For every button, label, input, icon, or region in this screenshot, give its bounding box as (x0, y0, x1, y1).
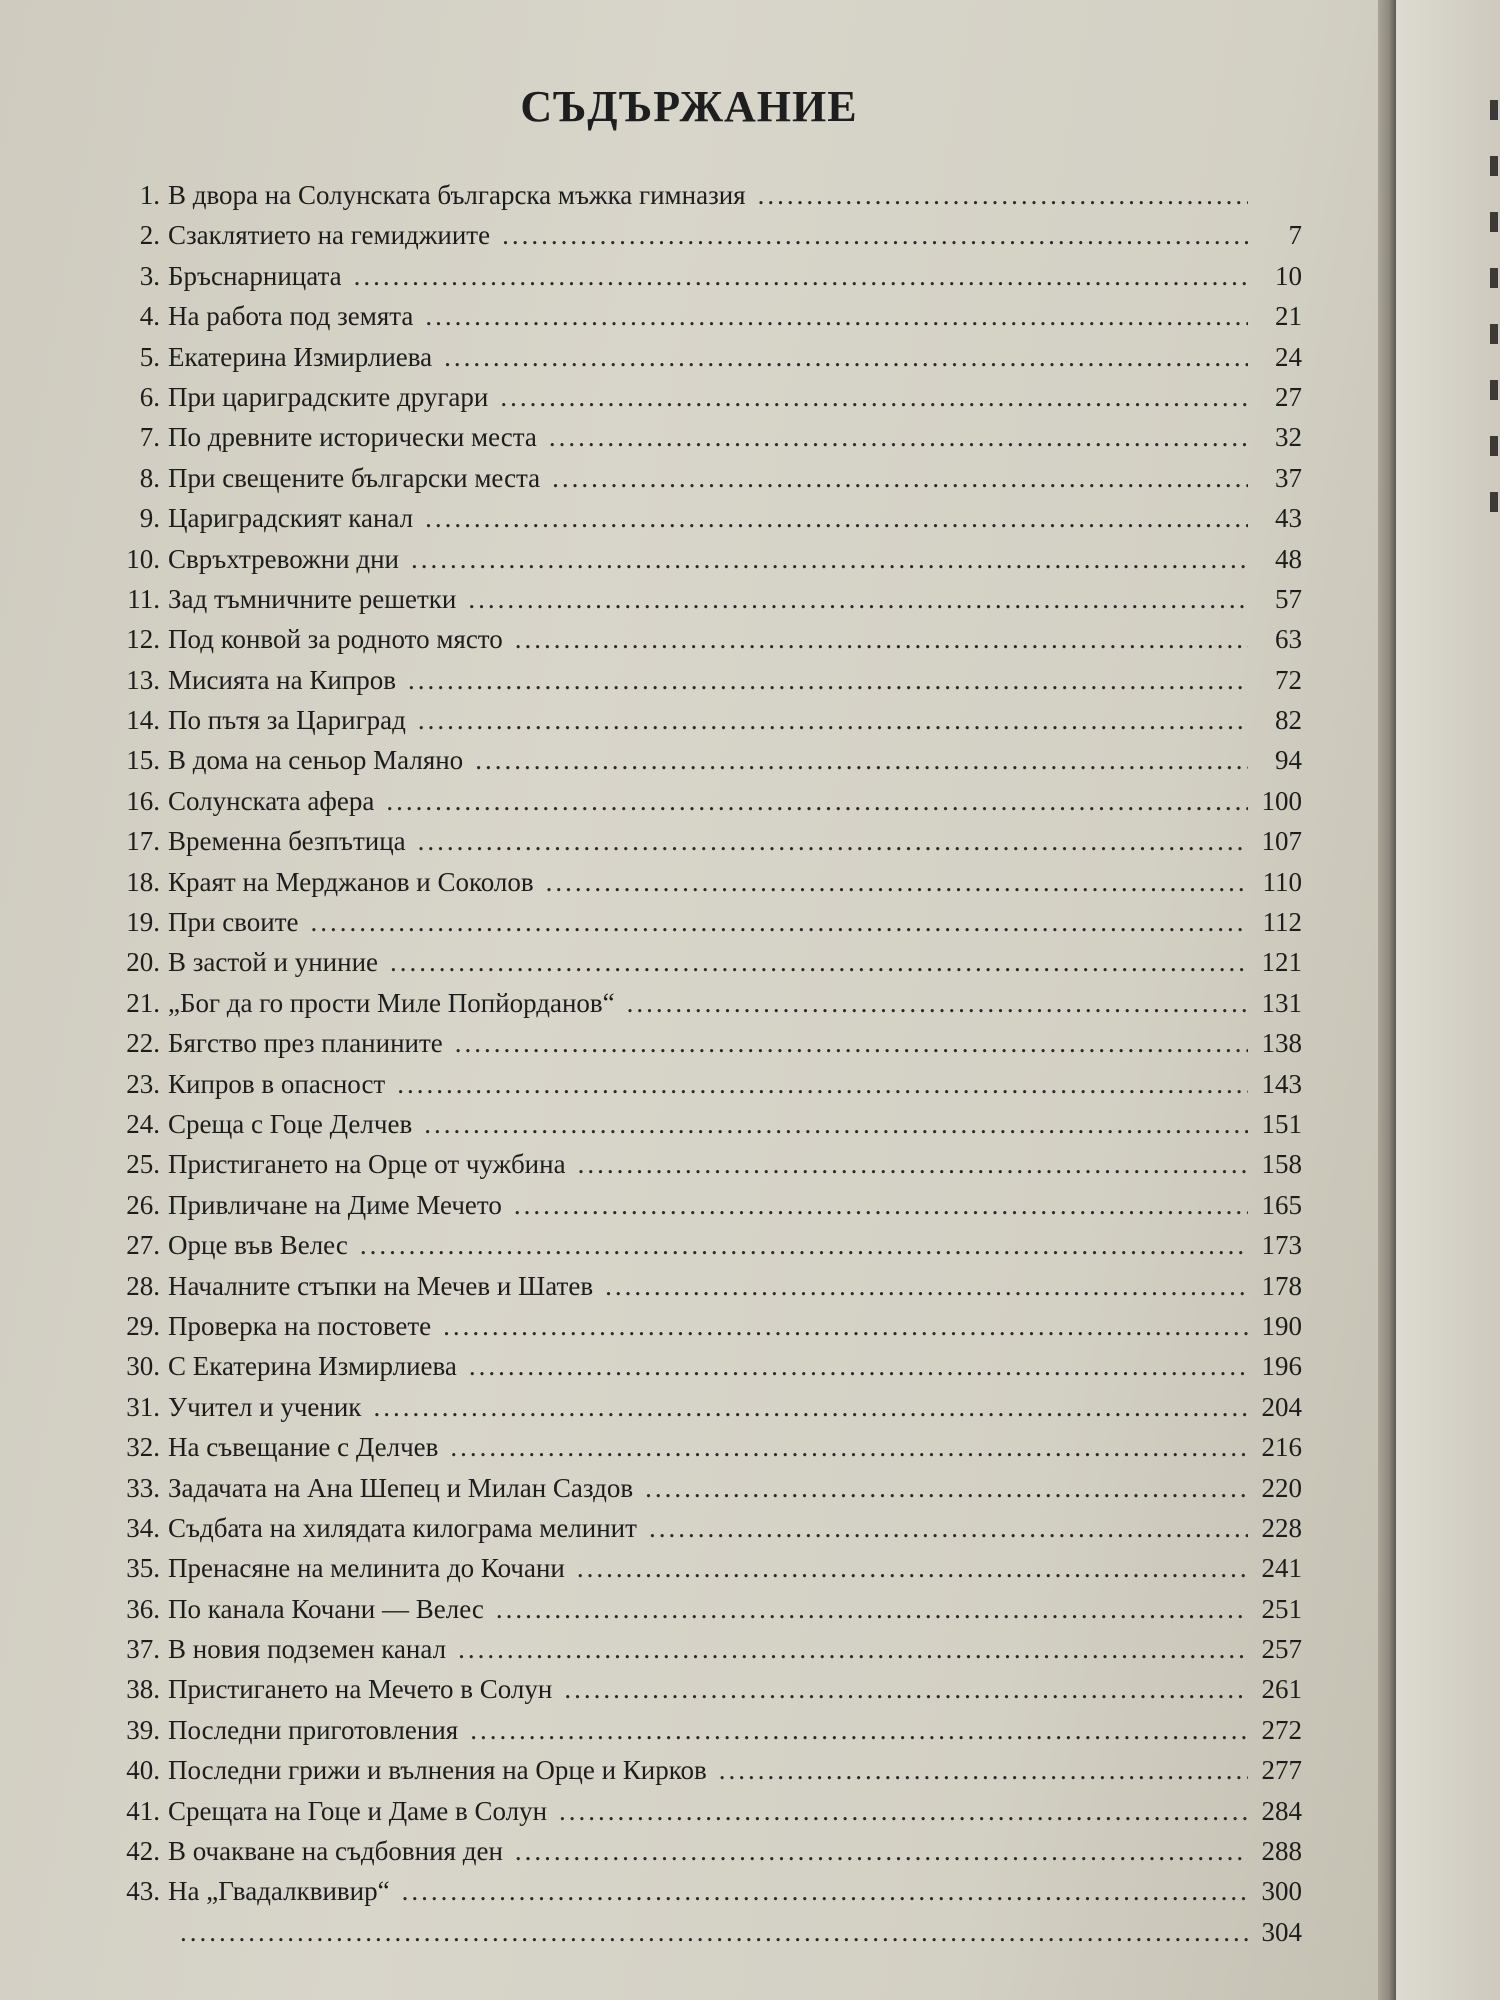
toc-entry-number: 12. (126, 624, 160, 655)
toc-leader-dots (443, 1311, 1248, 1342)
toc-entry-page-number: 10 (1275, 260, 1302, 291)
toc-entry-title: Пренасяне на мелинита до Кочани (168, 1553, 565, 1584)
toc-entry (122, 220, 1302, 260)
toc-entry (122, 584, 1302, 624)
toc-entry-page-number: 37 (1275, 462, 1302, 493)
toc-entry (122, 1473, 1302, 1513)
toc-entry-page-number: 216 (1261, 1432, 1302, 1463)
toc-entry-number: 42. (126, 1836, 160, 1867)
toc-entry-title: Бягство през планините (168, 1028, 443, 1059)
toc-entry-number: 31. (126, 1391, 160, 1422)
toc-entry-page-number: 43 (1275, 503, 1302, 534)
toc-entry-page-number: 196 (1261, 1351, 1302, 1382)
toc-entry-title: Учител и ученик (168, 1391, 362, 1422)
toc-entry-page-number: 112 (1262, 907, 1302, 938)
toc-leader-dots (425, 301, 1248, 332)
toc-entry (122, 1109, 1302, 1149)
toc-entry-page-number: 143 (1261, 1068, 1302, 1099)
toc-leader-dots (408, 665, 1248, 696)
toc-leader-dots (455, 1028, 1248, 1059)
toc-entry-number: 30. (126, 1351, 160, 1382)
toc-entry (122, 1755, 1302, 1795)
toc-leader-dots (386, 786, 1248, 817)
toc-leader-dots (552, 463, 1248, 494)
toc-entry (122, 1069, 1302, 1109)
toc-entry-page-number: 7 (1288, 220, 1302, 251)
toc-entry-number: 22. (126, 1028, 160, 1059)
toc-entry-number: 16. (126, 785, 160, 816)
toc-entry-title: Началните стъпки на Мечев и Шатев (168, 1270, 594, 1301)
toc-entry-number: 36. (126, 1593, 160, 1624)
toc-entry (122, 503, 1302, 543)
toc-entry (122, 1149, 1302, 1189)
toc-entry-title: В дома на сеньор Маляно (168, 745, 464, 776)
toc-entry-title: При свещените български места (168, 462, 541, 493)
toc-entry-title: На съвещание с Делчев (168, 1432, 439, 1463)
toc-entry (122, 1917, 1302, 1957)
toc-leader-dots (450, 1432, 1248, 1463)
toc-entry-number: 15. (126, 745, 160, 776)
toc-entry-number: 38. (126, 1674, 160, 1705)
toc-entry-title: По древните исторически места (168, 422, 537, 453)
toc-leader-dots (310, 907, 1248, 938)
toc-entry (122, 342, 1302, 382)
toc-entry (122, 907, 1302, 947)
toc-entry-page-number: 63 (1275, 624, 1302, 655)
toc-entry-number: 17. (126, 826, 160, 857)
toc-entry-title: „Бог да го прости Миле Попйорданов“ (168, 987, 615, 1018)
toc-entry-number: 8. (139, 462, 160, 493)
toc-leader-dots (424, 1109, 1248, 1140)
toc-leader-dots (559, 1796, 1248, 1827)
toc-entry-page-number: 110 (1262, 866, 1302, 897)
toc-entry-number: 37. (126, 1634, 160, 1665)
toc-entry-page-number: 257 (1261, 1634, 1302, 1665)
toc-leader-dots (470, 1715, 1248, 1746)
toc-leader-dots (719, 1755, 1248, 1786)
toc-leader-dots (458, 1634, 1248, 1665)
toc-entry-number: 11. (127, 583, 160, 614)
toc-entry-title: По пътя за Цариград (168, 705, 406, 736)
toc-entry-title: Сзаклятието на гемиджиите (168, 220, 491, 251)
toc-leader-dots (515, 1836, 1248, 1867)
toc-leader-dots (502, 220, 1248, 251)
toc-entry-title: Привличане на Диме Мечето (168, 1189, 502, 1220)
toc-entry-page-number: 204 (1261, 1391, 1302, 1422)
toc-entry-number: 18. (126, 866, 160, 897)
toc-leader-dots (402, 1876, 1248, 1907)
toc-entry-title: На работа под земята (168, 301, 414, 332)
toc-entry-page-number: 21 (1275, 301, 1302, 332)
toc-entry-title: С Екатерина Измирлиева (168, 1351, 457, 1382)
toc-entry-title: Орце във Велес (168, 1230, 348, 1261)
toc-leader-dots (475, 745, 1248, 776)
toc-entry (122, 1311, 1302, 1351)
table-of-contents (122, 180, 1302, 1957)
toc-entry-number: 5. (139, 341, 160, 372)
toc-entry (122, 745, 1302, 785)
toc-entry-page-number: 300 (1261, 1876, 1302, 1907)
toc-leader-dots (564, 1674, 1248, 1705)
toc-entry-number: 1. (139, 180, 160, 210)
toc-leader-dots (627, 988, 1248, 1019)
toc-leader-dots (418, 705, 1248, 736)
toc-entry-page-number: 173 (1261, 1230, 1302, 1261)
toc-entry-number: 9. (139, 503, 160, 534)
toc-entry-page-number: 277 (1261, 1755, 1302, 1786)
toc-leader-dots (514, 1190, 1248, 1221)
toc-entry-title: Свръхтревожни дни (168, 543, 399, 574)
toc-entry-page-number: 24 (1275, 341, 1302, 372)
toc-entry-title: Цариградският канал (168, 503, 414, 534)
toc-leader-dots (546, 867, 1248, 898)
toc-entry-number: 40. (126, 1755, 160, 1786)
toc-entry (122, 261, 1302, 301)
toc-entry-page-number: 251 (1261, 1593, 1302, 1624)
toc-leader-dots (373, 1392, 1248, 1423)
toc-entry (122, 1594, 1302, 1634)
toc-entry-title: Проверка на постовете (168, 1310, 432, 1341)
toc-entry-title: В двора на Солунската българска мъжка гимназия (168, 180, 746, 210)
toc-entry-title: Последни грижи и вълнения на Орце и Кирков (168, 1755, 707, 1786)
toc-entry-title: Пристигането на Орце от чужбина (168, 1149, 566, 1180)
toc-entry-page-number: 121 (1261, 947, 1302, 978)
toc-entry-page-number: 228 (1261, 1512, 1302, 1543)
toc-leader-dots (577, 1553, 1248, 1584)
toc-entry-page-number: 48 (1275, 543, 1302, 574)
toc-entry-page-number: 158 (1261, 1149, 1302, 1180)
toc-entry (122, 463, 1302, 503)
toc-entry-title: Пристигането на Мечето в Солун (168, 1674, 553, 1705)
toc-entry-number: 13. (126, 664, 160, 695)
toc-entry-number: 2. (139, 220, 160, 251)
toc-entry-page-number: 304 (1261, 1916, 1302, 1947)
toc-entry (122, 624, 1302, 664)
toc-entry-title: Краят на Мерджанов и Соколов (168, 866, 534, 897)
toc-entry-page-number: 220 (1261, 1472, 1302, 1503)
toc-entry-number: 32. (126, 1432, 160, 1463)
toc-entry-number: 6. (139, 381, 160, 412)
toc-entry-title: Зад тъмничните решетки (168, 583, 457, 614)
toc-entry (122, 1432, 1302, 1472)
toc-entry-page-number: 272 (1261, 1714, 1302, 1745)
toc-leader-dots (444, 342, 1248, 373)
adjacent-page-text-edge (1490, 100, 1500, 512)
toc-entry-number: 7. (139, 422, 160, 453)
toc-entry (122, 665, 1302, 705)
toc-leader-dots (645, 1473, 1248, 1504)
toc-entry-number: 43. (126, 1876, 160, 1907)
toc-entry (122, 382, 1302, 422)
toc-entry-title: Кипров в опасност (168, 1068, 386, 1099)
toc-entry-number: 21. (126, 987, 160, 1018)
toc-leader-dots (425, 503, 1248, 534)
toc-entry (122, 1351, 1302, 1391)
toc-entry-page-number: 284 (1261, 1795, 1302, 1826)
toc-entry-title: В новия подземен канал (168, 1634, 447, 1665)
toc-entry (122, 1028, 1302, 1068)
toc-entry-title: Задачата на Ана Шепец и Милан Саздов (168, 1472, 634, 1503)
toc-entry-title: Временна безпътица (168, 826, 406, 857)
page-title: СЪДЪРЖАНИЕ (520, 82, 858, 132)
toc-leader-dots (354, 261, 1248, 292)
toc-leader-dots (469, 1351, 1248, 1382)
toc-entry (122, 422, 1302, 462)
toc-entry (122, 947, 1302, 987)
toc-leader-dots (496, 1594, 1248, 1625)
toc-entry-page-number: 72 (1275, 664, 1302, 695)
toc-entry (122, 1796, 1302, 1836)
toc-entry-page-number: 94 (1275, 745, 1302, 776)
toc-entry-page-number: 107 (1261, 826, 1302, 857)
toc-entry-title: При своите (168, 907, 299, 938)
toc-entry-page-number: 100 (1261, 785, 1302, 816)
toc-leader-dots (397, 1069, 1248, 1100)
toc-entry (122, 544, 1302, 584)
toc-entry (122, 1513, 1302, 1553)
toc-entry (122, 1876, 1302, 1916)
toc-entry (122, 301, 1302, 341)
toc-entry-page-number: 178 (1261, 1270, 1302, 1301)
toc-entry-number: 28. (126, 1270, 160, 1301)
toc-entry (122, 1230, 1302, 1270)
toc-entry-title: В застой и униние (168, 947, 379, 978)
toc-entry-page-number: 27 (1275, 381, 1302, 412)
toc-leader-dots (758, 180, 1248, 211)
toc-leader-dots (500, 382, 1248, 413)
toc-entry-number: 23. (126, 1068, 160, 1099)
toc-entry-number: 19. (126, 907, 160, 938)
toc-entry (122, 826, 1302, 866)
toc-leader-dots (549, 422, 1248, 453)
toc-entry (122, 1674, 1302, 1714)
toc-leader-dots (515, 624, 1248, 655)
toc-entry-number: 3. (139, 260, 160, 291)
toc-entry-title: Мисията на Кипров (168, 664, 397, 695)
toc-entry-number: 35. (126, 1553, 160, 1584)
toc-leader-dots (605, 1271, 1248, 1302)
toc-entry (122, 786, 1302, 826)
toc-entry-number: 24. (126, 1108, 160, 1139)
toc-entry-title: Екатерина Измирлиева (168, 341, 433, 372)
toc-entry-title: Съдбата на хилядата килограма мелинит (168, 1512, 637, 1543)
toc-entry-title: По канала Кочани — Велес (168, 1593, 484, 1624)
toc-entry (122, 1836, 1302, 1876)
toc-entry-number: 4. (139, 301, 160, 332)
toc-entry-page-number: 151 (1261, 1108, 1302, 1139)
toc-entry-title: На „Гвадалквивир“ (168, 1876, 390, 1907)
toc-leader-dots (360, 1230, 1248, 1261)
toc-entry-title: Срещата на Гоце и Даме в Солун (168, 1795, 548, 1826)
toc-leader-dots (578, 1149, 1248, 1180)
toc-entry-page-number: 57 (1275, 583, 1302, 614)
toc-entry-number: 34. (126, 1512, 160, 1543)
toc-entry-number: 25. (126, 1149, 160, 1180)
toc-entry-title: Под конвой за родното място (168, 624, 503, 655)
adjacent-page (1396, 0, 1500, 2000)
toc-entry-page-number: 261 (1261, 1674, 1302, 1705)
toc-entry (122, 1392, 1302, 1432)
toc-entry-page-number: 138 (1261, 1028, 1302, 1059)
toc-entry (122, 867, 1302, 907)
toc-entry-number: 20. (126, 947, 160, 978)
toc-leader-dots (418, 826, 1248, 857)
toc-entry-page-number: 131 (1261, 987, 1302, 1018)
toc-leader-dots (411, 544, 1248, 575)
toc-entry (122, 1553, 1302, 1593)
toc-entry-title: В очакване на съдбовния ден (168, 1836, 503, 1867)
toc-entry-number: 26. (126, 1189, 160, 1220)
toc-entry-number: 14. (126, 705, 160, 736)
toc-entry (122, 1634, 1302, 1674)
toc-entry (122, 1715, 1302, 1755)
toc-entry (122, 180, 1302, 220)
toc-leader-dots (180, 1917, 1248, 1948)
toc-entry-page-number: 241 (1261, 1553, 1302, 1584)
toc-entry (122, 1271, 1302, 1311)
toc-entry-page-number: 165 (1261, 1189, 1302, 1220)
toc-entry-number: 27. (126, 1230, 160, 1261)
toc-entry-number: 33. (126, 1472, 160, 1503)
toc-entry-title: Бръснарницата (168, 260, 342, 291)
toc-entry-number: 39. (126, 1714, 160, 1745)
toc-entry-page-number: 82 (1275, 705, 1302, 736)
toc-entry-page-number: 190 (1261, 1310, 1302, 1341)
toc-entry-number: 10. (126, 543, 160, 574)
toc-entry (122, 705, 1302, 745)
toc-entry-page-number: 32 (1275, 422, 1302, 453)
toc-leader-dots (468, 584, 1248, 615)
toc-entry-title: Солунската афера (168, 785, 375, 816)
toc-leader-dots (649, 1513, 1248, 1544)
book-gutter-shadow (1378, 0, 1396, 2000)
toc-entry-title: При цариградските другари (168, 381, 489, 412)
toc-entry-title: Среща с Гоце Делчев (168, 1108, 413, 1139)
toc-entry-page-number: 288 (1261, 1836, 1302, 1867)
toc-entry-number: 29. (126, 1310, 160, 1341)
toc-leader-dots (390, 947, 1248, 978)
toc-entry (122, 1190, 1302, 1230)
toc-entry (122, 988, 1302, 1028)
toc-entry-title: Последни приготовления (168, 1714, 459, 1745)
toc-entry-number: 41. (126, 1795, 160, 1826)
